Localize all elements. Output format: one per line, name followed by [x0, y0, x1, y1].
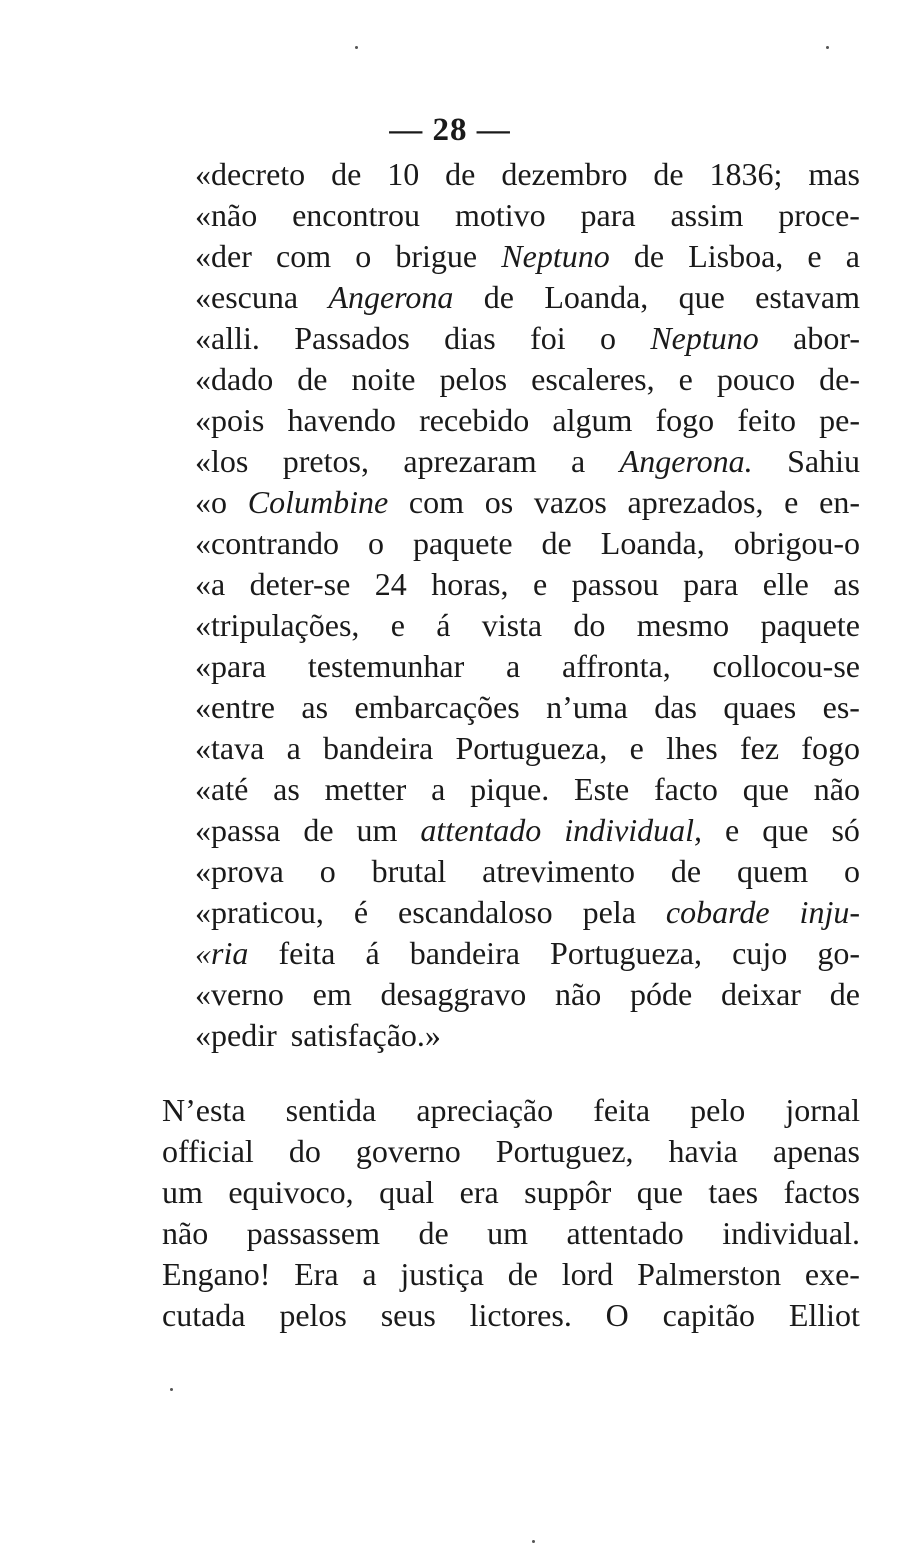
paragraph-line: [162, 1090, 860, 1131]
word: de: [418, 1215, 449, 1251]
word: Loanda,: [600, 525, 705, 561]
word: é: [353, 894, 369, 930]
word: collocou-se: [712, 648, 860, 684]
word: feita: [278, 935, 336, 971]
word: de: [633, 238, 665, 274]
word: horas,: [431, 566, 509, 602]
word: escaleres,: [531, 361, 655, 397]
word: Loanda,: [544, 279, 649, 315]
word: factos: [783, 1174, 860, 1210]
word: taes: [708, 1174, 759, 1210]
word: dias: [444, 320, 496, 356]
word: «passa: [195, 812, 281, 848]
word: vista: [481, 607, 543, 643]
word: Palmerston: [637, 1256, 782, 1292]
word: 10: [387, 156, 420, 192]
word: qual: [379, 1174, 435, 1210]
word: fogo: [655, 402, 715, 438]
word: o: [355, 238, 372, 274]
word: estavam: [755, 279, 860, 315]
quote-line: [195, 482, 860, 523]
word: as: [273, 771, 300, 807]
word: do: [573, 607, 606, 643]
quote-line: [195, 236, 860, 277]
paragraph-line: [162, 1172, 860, 1213]
quote-line: [195, 564, 860, 605]
word: para: [580, 197, 636, 233]
word: não: [162, 1215, 209, 1251]
quote-line: [195, 318, 860, 359]
word: de: [331, 156, 362, 192]
quote-line: [195, 1015, 860, 1056]
word: das: [654, 689, 697, 725]
word: e: [725, 812, 740, 848]
word: e: [807, 238, 822, 274]
word: noite: [351, 361, 416, 397]
word: um: [162, 1174, 203, 1210]
word: metter: [324, 771, 407, 807]
word: n’uma: [546, 689, 628, 725]
word: feito: [737, 402, 796, 438]
word: suppôr: [524, 1174, 612, 1210]
word: para: [683, 566, 739, 602]
word: paquete: [413, 525, 513, 561]
word: atrevimento: [482, 853, 635, 889]
quote-line: [195, 810, 860, 851]
word: a: [431, 771, 446, 807]
word: aprezaram: [403, 443, 537, 479]
word: o: [367, 525, 384, 561]
word: a: [362, 1256, 377, 1292]
word: justiça: [400, 1256, 484, 1292]
word: algum: [552, 402, 633, 438]
word: assim: [670, 197, 744, 233]
word: fez: [739, 730, 780, 766]
word: fogo: [801, 730, 860, 766]
word: bandeira: [323, 730, 434, 766]
word: pelo: [690, 1092, 746, 1128]
word: jornal: [785, 1092, 860, 1128]
word: attentado: [566, 1215, 684, 1251]
word: não: [813, 771, 860, 807]
quote-line: [195, 523, 860, 564]
word: a: [571, 443, 586, 479]
word: «até: [195, 771, 249, 807]
word: com: [408, 484, 464, 520]
word: a: [845, 238, 860, 274]
word: Era: [294, 1256, 339, 1292]
word: Portugueza,: [550, 935, 702, 971]
word: só: [831, 812, 860, 848]
italic-word: «ria: [195, 935, 249, 971]
paragraph-line: [162, 1213, 860, 1254]
word: «prova: [195, 853, 284, 889]
word: que: [636, 1174, 683, 1210]
word: o: [319, 853, 336, 889]
word: elle: [762, 566, 809, 602]
italic-word: Columbine: [247, 484, 389, 520]
word: um: [356, 812, 398, 848]
word: «não: [195, 197, 258, 233]
word: mesmo: [636, 607, 730, 643]
word: havendo: [287, 402, 396, 438]
word: e: [629, 730, 644, 766]
word: de-: [819, 361, 860, 397]
word: á: [365, 935, 380, 971]
word: póde: [630, 976, 693, 1012]
word: e: [678, 361, 693, 397]
word: paquete: [760, 607, 860, 643]
paper-speck: [532, 1540, 535, 1543]
quote-line: [195, 359, 860, 400]
word: cutada: [162, 1297, 246, 1333]
word: equivoco,: [228, 1174, 354, 1210]
word: lhes: [666, 730, 718, 766]
word: e: [532, 566, 548, 602]
quote-line: [195, 687, 860, 728]
italic-word: individual,: [564, 812, 703, 848]
word: sentida: [285, 1092, 377, 1128]
word: de: [303, 812, 334, 848]
word: individual.: [722, 1215, 860, 1251]
word: não: [555, 976, 602, 1012]
paragraph-line: [162, 1131, 860, 1172]
word: á: [436, 607, 451, 643]
word: passou: [571, 566, 659, 602]
word: de: [670, 853, 702, 889]
word: capitão: [662, 1297, 755, 1333]
word: «para: [195, 648, 267, 684]
word: Elliot: [788, 1297, 860, 1333]
quote-line: [195, 195, 860, 236]
word: de: [445, 156, 476, 192]
word: en-: [819, 484, 860, 520]
word: dezembro: [501, 156, 628, 192]
word: brutal: [371, 853, 447, 889]
word: Portuguez,: [495, 1133, 634, 1169]
word: «dado: [195, 361, 274, 397]
word: havia: [668, 1133, 738, 1169]
word: facto: [653, 771, 718, 807]
word: foi: [530, 320, 566, 356]
italic-word: cobarde: [665, 894, 770, 930]
word: Este: [574, 771, 630, 807]
word: affronta,: [562, 648, 671, 684]
word: do: [288, 1133, 321, 1169]
word: um: [487, 1215, 529, 1251]
word: pretos,: [282, 443, 369, 479]
italic-word: Angerona: [328, 279, 454, 315]
word: aprezados,: [627, 484, 764, 520]
word: a: [286, 730, 301, 766]
word: de: [829, 976, 860, 1012]
word: de: [541, 525, 572, 561]
paper-speck: [355, 46, 358, 49]
word: 1836;: [709, 156, 783, 192]
word: feita: [593, 1092, 651, 1128]
italic-word: Neptuno: [501, 238, 610, 274]
word: «escuna: [195, 279, 299, 315]
word: vazos: [533, 484, 607, 520]
word: quaes: [723, 689, 797, 725]
word: O: [605, 1297, 629, 1333]
word: «decreto: [195, 156, 306, 192]
word: lictores.: [469, 1297, 572, 1333]
quote-line: [195, 769, 860, 810]
quote-line: [195, 441, 860, 482]
word: «alli.: [195, 320, 260, 356]
word: com: [276, 238, 332, 274]
word: «praticou,: [195, 894, 324, 930]
word: recebido: [419, 402, 530, 438]
word: a: [506, 648, 521, 684]
word: desaggravo: [380, 976, 527, 1012]
word: «verno: [195, 976, 284, 1012]
quote-line: [195, 851, 860, 892]
word: es-: [822, 689, 860, 725]
word: satisfação.»: [290, 1017, 441, 1053]
quote-line: [195, 400, 860, 441]
word: de: [507, 1256, 538, 1292]
body-paragraph: [162, 1090, 860, 1336]
word: encontrou: [292, 197, 421, 233]
word: brigue: [395, 238, 478, 274]
word: «der: [195, 238, 252, 274]
word: passassem: [246, 1215, 380, 1251]
word: «contrando: [195, 525, 339, 561]
word: e: [784, 484, 799, 520]
word: deixar: [720, 976, 801, 1012]
word: pelos: [439, 361, 508, 397]
quote-line: [195, 154, 860, 195]
word: motivo: [454, 197, 546, 233]
word: 24: [374, 566, 407, 602]
word: testemunhar: [307, 648, 465, 684]
quote-line: [195, 933, 860, 974]
word: o: [843, 853, 860, 889]
word: que: [742, 771, 789, 807]
word: pela: [582, 894, 636, 930]
word: Sahiu: [787, 443, 860, 479]
page-number: — 28 —: [389, 112, 511, 148]
paper-speck: [826, 46, 829, 49]
word: «pedir: [195, 1017, 277, 1053]
word: que: [762, 812, 809, 848]
word: de: [653, 156, 684, 192]
quote-line: [195, 646, 860, 687]
paragraph-line: [162, 1295, 860, 1336]
word: pouco: [716, 361, 796, 397]
word: official: [162, 1133, 254, 1169]
word: «entre: [195, 689, 275, 725]
word: «o: [195, 484, 227, 520]
word: obrigou-o: [733, 525, 860, 561]
word: o: [599, 320, 616, 356]
quoted-passage: [195, 154, 860, 1056]
word: que: [678, 279, 725, 315]
word: era: [459, 1174, 499, 1210]
italic-word: attentado: [420, 812, 542, 848]
paper-speck: [170, 1388, 173, 1391]
word: cujo: [732, 935, 788, 971]
word: governo: [355, 1133, 461, 1169]
word: apreciação: [416, 1092, 554, 1128]
word: os: [484, 484, 514, 520]
word: mas: [808, 156, 860, 192]
paragraph-line: [162, 1254, 860, 1295]
quote-line: [195, 277, 860, 318]
italic-word: Angerona.: [619, 443, 753, 479]
word: pe-: [819, 402, 860, 438]
word: Engano!: [162, 1256, 271, 1292]
word: go-: [817, 935, 860, 971]
italic-word: Neptuno: [650, 320, 759, 356]
quote-line: [195, 605, 860, 646]
word: de: [297, 361, 328, 397]
word: exe-: [804, 1256, 860, 1292]
word: quem: [736, 853, 809, 889]
word: «tripulações,: [195, 607, 360, 643]
word: Portugueza,: [455, 730, 608, 766]
word: abor-: [793, 320, 860, 356]
word: deter-se: [249, 566, 351, 602]
word: Passados: [294, 320, 410, 356]
word: Lisboa,: [688, 238, 784, 274]
word: lord: [561, 1256, 614, 1292]
word: bandeira: [409, 935, 520, 971]
word: de: [483, 279, 514, 315]
word: pique.: [470, 771, 550, 807]
word: e: [390, 607, 405, 643]
quote-line: [195, 974, 860, 1015]
word: seus: [380, 1297, 436, 1333]
word: «a: [195, 566, 226, 602]
word: N’esta: [162, 1092, 246, 1128]
word: pelos: [279, 1297, 347, 1333]
word: proce-: [778, 197, 860, 233]
word: apenas: [772, 1133, 860, 1169]
quote-line: [195, 728, 860, 769]
word: escandaloso: [398, 894, 553, 930]
word: as: [833, 566, 860, 602]
word: em: [312, 976, 352, 1012]
word: embarcações: [354, 689, 520, 725]
word: «pois: [195, 402, 265, 438]
italic-word: inju-: [799, 894, 860, 930]
word: as: [301, 689, 329, 725]
word: «los: [195, 443, 249, 479]
quote-line: [195, 892, 860, 933]
word: «tava: [195, 730, 265, 766]
